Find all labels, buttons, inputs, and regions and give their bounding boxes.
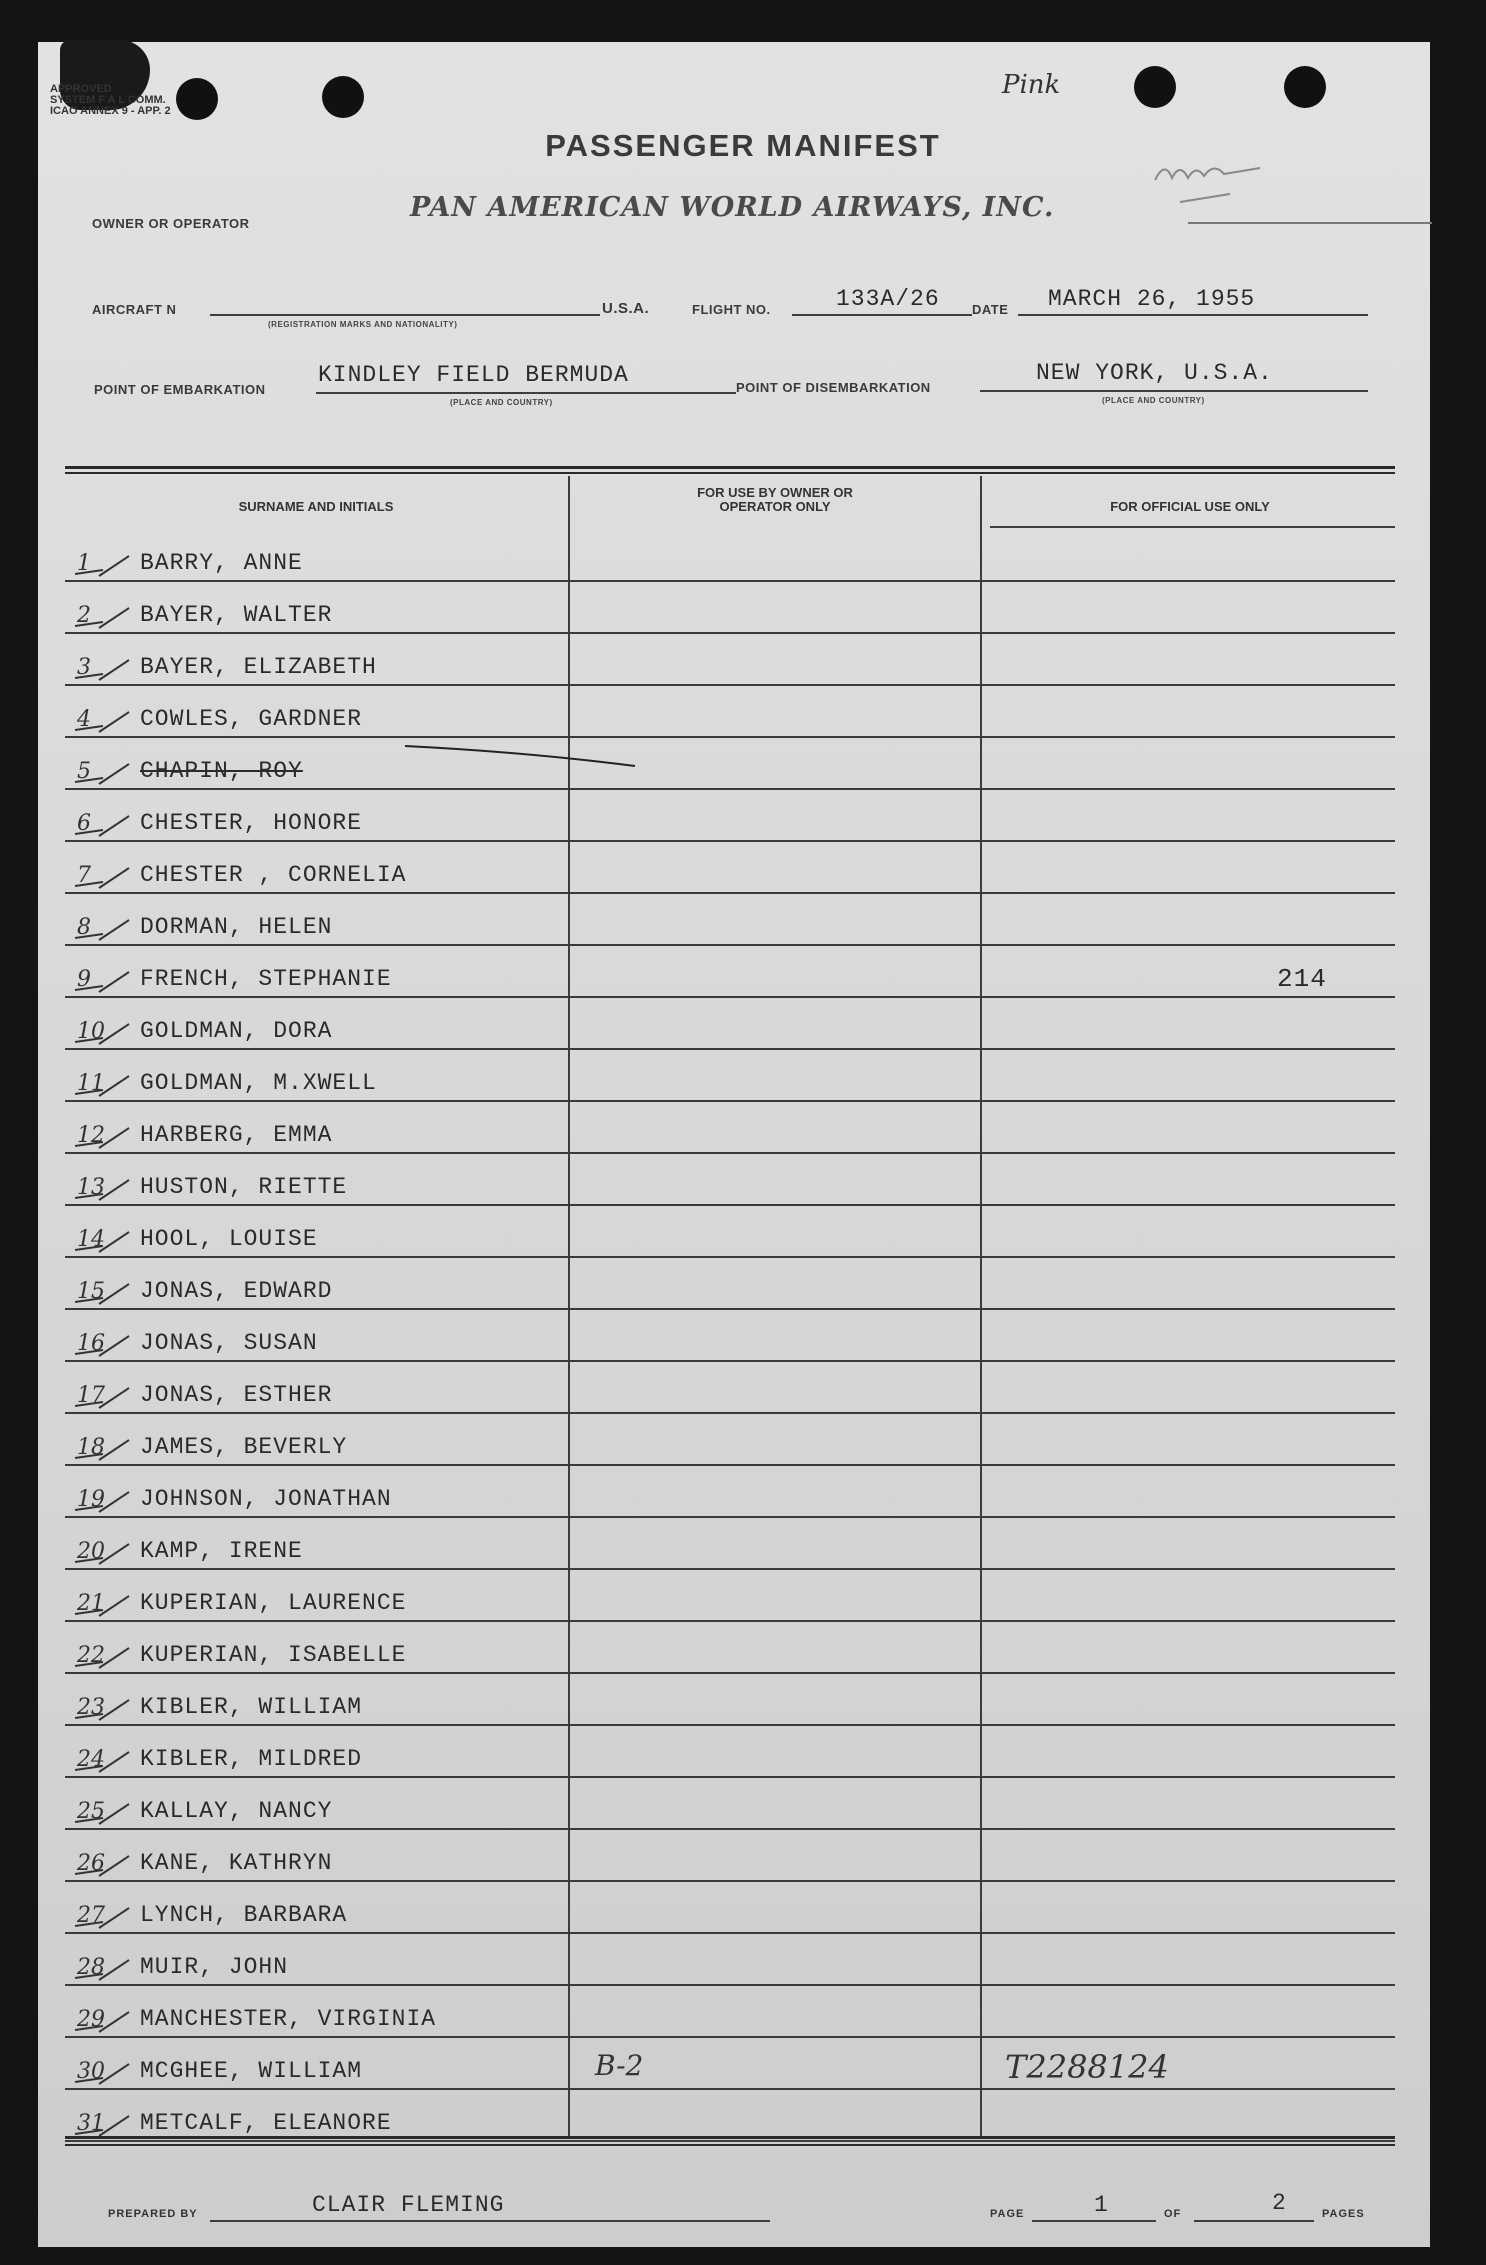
check-mark-icon <box>73 1490 131 1514</box>
date-field <box>1018 314 1368 316</box>
pages-label: PAGES <box>1322 2208 1365 2220</box>
check-mark-icon <box>73 1906 131 1930</box>
passenger-number: 2 <box>77 603 91 628</box>
passenger-number: 7 <box>77 863 91 888</box>
disembark-label: POINT OF DISEMBARKATION <box>736 380 931 395</box>
owner-note: B-2 <box>595 2049 644 2082</box>
header-rule <box>990 526 1395 528</box>
passenger-number: 9 <box>77 967 91 992</box>
table-row <box>65 2038 1395 2090</box>
passenger-name: METCALF, ELEANORE <box>140 2110 392 2136</box>
company-name: PAN AMERICAN WORLD AIRWAYS, INC. <box>410 192 1055 223</box>
check-mark-icon <box>73 1646 131 1670</box>
passenger-name: MUIR, JOHN <box>140 1954 289 1980</box>
total-pages: 2 <box>1272 2190 1287 2216</box>
passenger-number: 18 <box>77 1435 105 1460</box>
check-mark-icon <box>73 1126 131 1150</box>
passenger-name: MANCHESTER, VIRGINIA <box>140 2006 437 2032</box>
passenger-name: KALLAY, NANCY <box>140 1798 333 1824</box>
passenger-name: MCGHEE, WILLIAM <box>140 2058 363 2084</box>
check-mark-icon <box>73 1230 131 1254</box>
passenger-number: 13 <box>77 1175 105 1200</box>
table-row <box>65 790 1395 842</box>
check-mark-icon <box>73 2062 131 2086</box>
check-mark-icon <box>73 1386 131 1410</box>
check-mark-icon <box>73 2114 131 2138</box>
passenger-name: JOHNSON, JONATHAN <box>140 1486 392 1512</box>
table-bottom-rule <box>65 2136 1395 2139</box>
table-row <box>65 582 1395 634</box>
strike-line <box>405 742 645 772</box>
usa-label: U.S.A. <box>602 300 650 317</box>
table-row <box>65 1102 1395 1154</box>
table-top-rule <box>65 472 1395 474</box>
disembark-value: NEW YORK, U.S.A. <box>1036 360 1273 386</box>
punch-hole <box>322 76 364 118</box>
table-row <box>65 1934 1395 1986</box>
check-mark-icon <box>73 1074 131 1098</box>
passenger-name: CHESTER, HONORE <box>140 810 363 836</box>
check-mark-icon <box>73 606 131 630</box>
embark-value: KINDLEY FIELD BERMUDA <box>318 362 629 388</box>
passenger-name: HOOL, LOUISE <box>140 1226 318 1252</box>
passenger-name: CHAPIN, ROY <box>140 758 303 784</box>
passenger-name: KUPERIAN, ISABELLE <box>140 1642 407 1668</box>
passenger-name: JONAS, EDWARD <box>140 1278 333 1304</box>
embark-label: POINT OF EMBARKATION <box>94 382 266 397</box>
table-row <box>65 686 1395 738</box>
check-mark-icon <box>73 918 131 942</box>
passenger-name: JAMES, BEVERLY <box>140 1434 348 1460</box>
passenger-name: KIBLER, MILDRED <box>140 1746 363 1772</box>
punch-hole <box>1134 66 1176 108</box>
official-entry: T2288124 <box>1005 2048 1169 2086</box>
page-label: PAGE <box>990 2208 1025 2220</box>
check-mark-icon <box>73 762 131 786</box>
table-row <box>65 738 1395 790</box>
col-header-owner: FOR USE BY OWNER OR OPERATOR ONLY <box>697 485 853 514</box>
pages-field <box>1194 2220 1314 2222</box>
passenger-number: 24 <box>77 1747 105 1772</box>
official-entry: 214 <box>1277 964 1327 994</box>
passenger-name: GOLDMAN, DORA <box>140 1018 333 1044</box>
owner-label: OWNER OR OPERATOR <box>92 216 250 231</box>
check-mark-icon <box>73 866 131 890</box>
embark-sublabel: (PLACE AND COUNTRY) <box>450 398 553 407</box>
passenger-name: JONAS, SUSAN <box>140 1330 318 1356</box>
check-mark-icon <box>73 1802 131 1826</box>
of-label: OF <box>1164 2208 1182 2220</box>
table-row <box>65 894 1395 946</box>
flight-field <box>792 314 972 316</box>
table-row <box>65 1466 1395 1518</box>
approval-stamp <box>50 84 270 117</box>
table-row <box>65 530 1395 582</box>
check-mark-icon <box>73 1594 131 1618</box>
passenger-name: GOLDMAN, M.XWELL <box>140 1070 377 1096</box>
passenger-number: 21 <box>77 1591 105 1616</box>
check-mark-icon <box>73 970 131 994</box>
flight-number: 133A/26 <box>836 286 940 312</box>
passenger-name: KAMP, IRENE <box>140 1538 303 1564</box>
col-header-official: FOR OFFICIAL USE ONLY <box>1110 499 1270 514</box>
passenger-number: 1 <box>77 551 91 576</box>
passenger-number: 28 <box>77 1955 105 1980</box>
table-row <box>65 1830 1395 1882</box>
check-mark-icon <box>73 658 131 682</box>
passenger-name: BAYER, ELIZABETH <box>140 654 377 680</box>
check-mark-icon <box>73 554 131 578</box>
table-row <box>65 1882 1395 1934</box>
check-mark-icon <box>73 1958 131 1982</box>
table-row <box>65 998 1395 1050</box>
table-row <box>65 1414 1395 1466</box>
table-row <box>65 842 1395 894</box>
passenger-name: JONAS, ESTHER <box>140 1382 333 1408</box>
passenger-number: 26 <box>77 1851 105 1876</box>
table-row <box>65 946 1395 998</box>
passenger-name: HARBERG, EMMA <box>140 1122 333 1148</box>
passenger-number: 8 <box>77 915 91 940</box>
passenger-name: HUSTON, RIETTE <box>140 1174 348 1200</box>
table-bottom-rule <box>65 2144 1395 2146</box>
row-rule <box>65 2140 1395 2142</box>
flight-label: FLIGHT NO. <box>692 302 771 317</box>
aircraft-field <box>210 314 600 316</box>
table-row <box>65 1778 1395 1830</box>
passenger-number: 30 <box>77 2059 105 2084</box>
table-row <box>65 1674 1395 1726</box>
table-row <box>65 1258 1395 1310</box>
passenger-number: 20 <box>77 1539 105 1564</box>
flight-date: MARCH 26, 1955 <box>1048 286 1256 312</box>
prepared-by: CLAIR FLEMING <box>312 2192 505 2218</box>
disembark-sublabel: (PLACE AND COUNTRY) <box>1102 396 1205 405</box>
passenger-number: 11 <box>77 1071 105 1096</box>
passenger-number: 16 <box>77 1331 105 1356</box>
passenger-number: 10 <box>77 1019 105 1044</box>
col-header-surname: SURNAME AND INITIALS <box>238 499 394 514</box>
passenger-name: BAYER, WALTER <box>140 602 333 628</box>
table-row <box>65 1310 1395 1362</box>
table-row <box>65 1050 1395 1102</box>
passenger-number: 17 <box>77 1383 105 1408</box>
check-mark-icon <box>73 710 131 734</box>
passenger-number: 12 <box>77 1123 105 1148</box>
passenger-number: 5 <box>77 759 91 784</box>
passenger-number: 27 <box>77 1903 105 1928</box>
passenger-number: 22 <box>77 1643 105 1668</box>
passenger-number: 4 <box>77 707 91 732</box>
approval-line: APPROVED <box>50 83 112 95</box>
passenger-number: 29 <box>77 2007 105 2032</box>
embark-field <box>316 392 736 394</box>
passenger-number: 31 <box>77 2111 105 2136</box>
aircraft-label: AIRCRAFT N <box>92 302 177 317</box>
top-rule <box>1188 222 1432 224</box>
passenger-name: LYNCH, BARBARA <box>140 1902 348 1928</box>
table-row <box>65 2090 1395 2142</box>
table-top-rule <box>65 466 1395 469</box>
passenger-name: KIBLER, WILLIAM <box>140 1694 363 1720</box>
table-row <box>65 1154 1395 1206</box>
aircraft-sublabel: (REGISTRATION MARKS AND NATIONALITY) <box>268 320 458 329</box>
passenger-number: 23 <box>77 1695 105 1720</box>
punch-hole <box>1284 66 1326 108</box>
passenger-name: COWLES, GARDNER <box>140 706 363 732</box>
table-row <box>65 634 1395 686</box>
check-mark-icon <box>73 1698 131 1722</box>
page-field <box>1032 2220 1156 2222</box>
passenger-number: 19 <box>77 1487 105 1512</box>
check-mark-icon <box>73 2010 131 2034</box>
table-row <box>65 1570 1395 1622</box>
check-mark-icon <box>73 1178 131 1202</box>
check-mark-icon <box>73 1542 131 1566</box>
passenger-name: FRENCH, STEPHANIE <box>140 966 392 992</box>
table-row <box>65 1622 1395 1674</box>
document-title: PASSENGER MANIFEST <box>545 128 941 163</box>
passenger-name: CHESTER , CORNELIA <box>140 862 407 888</box>
passenger-name: KUPERIAN, LAURENCE <box>140 1590 407 1616</box>
passenger-name: KANE, KATHRYN <box>140 1850 333 1876</box>
prepared-label: PREPARED BY <box>108 2208 198 2220</box>
check-mark-icon <box>73 814 131 838</box>
approval-line: ICAO ANNEX 9 - APP. 2 <box>50 105 171 117</box>
table-row <box>65 1362 1395 1414</box>
passenger-name: BARRY, ANNE <box>140 550 303 576</box>
passenger-name: DORMAN, HELEN <box>140 914 333 940</box>
prepared-field <box>210 2220 770 2222</box>
check-mark-icon <box>73 1334 131 1358</box>
passenger-number: 6 <box>77 811 91 836</box>
date-label: DATE <box>972 302 1009 317</box>
check-mark-icon <box>73 1438 131 1462</box>
check-mark-icon <box>73 1282 131 1306</box>
disembark-field <box>980 390 1368 392</box>
color-note: Pink <box>1002 70 1061 100</box>
passenger-number: 15 <box>77 1279 105 1304</box>
passenger-number: 25 <box>77 1799 105 1824</box>
page-number: 1 <box>1094 2192 1109 2218</box>
table-row <box>65 1726 1395 1778</box>
approval-line: SYSTEM F A L COMM. <box>50 94 166 106</box>
passenger-number: 14 <box>77 1227 105 1252</box>
check-mark-icon <box>73 1022 131 1046</box>
table-row <box>65 1986 1395 2038</box>
check-mark-icon <box>73 1750 131 1774</box>
table-row <box>65 1206 1395 1258</box>
table-row <box>65 1518 1395 1570</box>
passenger-number: 3 <box>77 655 91 680</box>
check-mark-icon <box>73 1854 131 1878</box>
